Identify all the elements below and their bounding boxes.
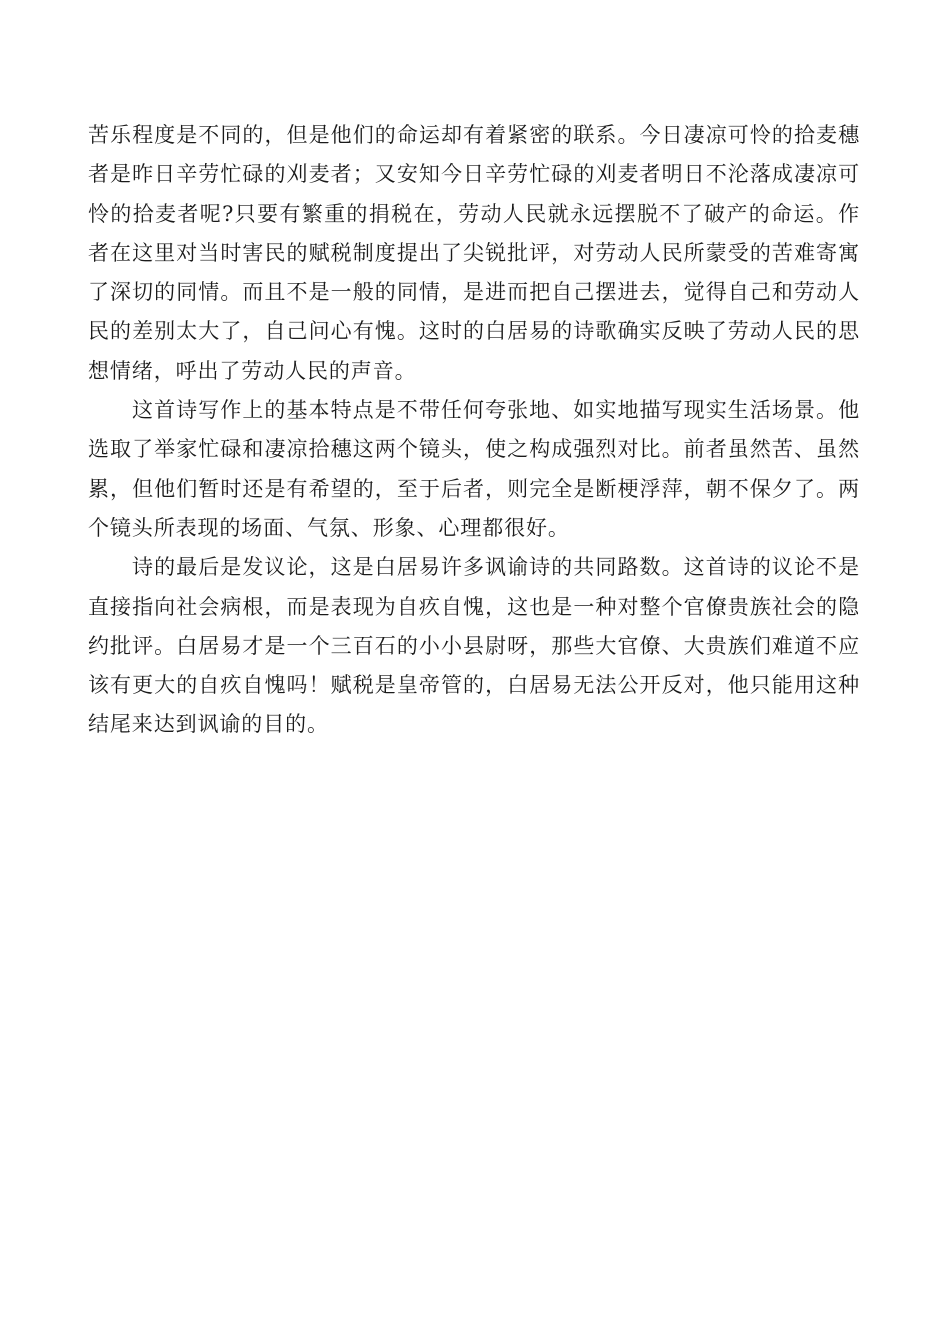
paragraph-conclusion: 诗的最后是发议论，这是白居易许多讽谕诗的共同路数。这首诗的议论不是直接指向社会病根，而是表现为自疚自愧，这也是一种对整个官僚贵族社会的隐约批评。白居易才是一个三百石的小小县尉呀，那些大官僚、大贵族们难道不应该有更大的自疚自愧吗！赋税是皇帝管的，白居易无法公开反对，他只能用这种结尾来达到讽谕的目的。 <box>88 555 860 737</box>
paragraph-writing-features: 这首诗写作上的基本特点是不带任何夸张地、如实地描写现实生活场景。他选取了举家忙碌和凄凉拾穗这两个镜头，使之构成强烈对比。前者虽然苦、虽然累，但他们暂时还是有希望的，至于后者，则完全是断梗浮萍，朝不保夕了。两个镜头所表现的场面、气氛、形象、心理都很好。 <box>88 398 860 540</box>
paragraph-continuation: 苦乐程度是不同的，但是他们的命运却有着紧密的联系。今日凄凉可怜的拾麦穗者是昨日辛劳忙碌的刈麦者；又安知今日辛劳忙碌的刈麦者明日不沦落成凄凉可怜的拾麦者呢?只要有繁重的捐税在，劳动人民就永远摆脱不了破产的命运。作者在这里对当时害民的赋税制度提出了尖锐批评，对劳动人民所蒙受的苦难寄寓了深切的同情。而且不是一般的同情，是进而把自己摆进去，觉得自己和劳动人民的差别太大了，自己问心有愧。这时的白居易的诗歌确实反映了劳动人民的思想情绪，呼出了劳动人民的声音。 <box>88 123 860 383</box>
document-body <box>88 116 860 745</box>
